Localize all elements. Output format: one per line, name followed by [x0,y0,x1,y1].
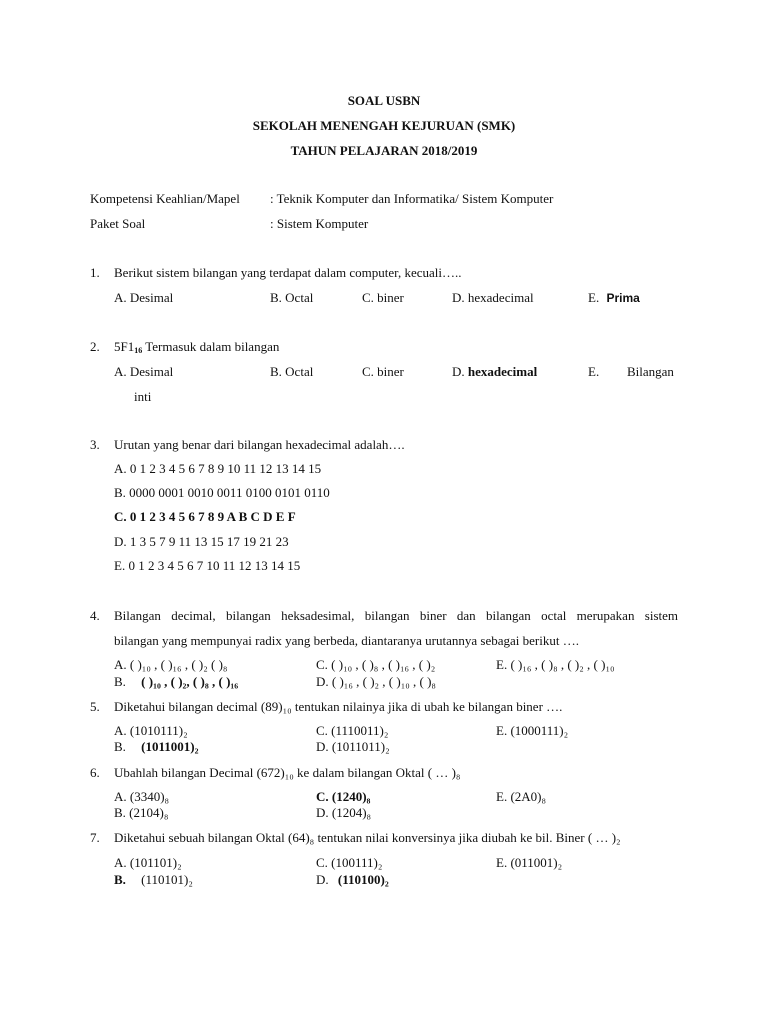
q2-option-e: Bilangan [627,364,674,379]
q1-option-d: D. hexadecimal [452,290,534,305]
q1-option-e [588,290,640,306]
q5-option-d: D. (1011011)₂ [316,739,390,754]
q4-option-a: A. ( )₁₀ , ( )₁₆ , ( )₂ ( )₈ [114,657,228,672]
q2-option-a: A. Desimal [114,364,174,379]
kompetensi-value: : Teknik Komputer dan Informatika/ Sistem Komputer [270,191,554,206]
q6-option-a: A. (3340)₈ [114,789,170,804]
q1-answer: Prima [606,291,640,305]
q7-answer: (110100)₂ [337,872,389,887]
q3-option-b: B. 0000 0001 0010 0011 0100 0101 0110 [114,485,330,500]
q3-option-e: E. 0 1 2 3 4 5 6 7 10 11 12 13 14 15 [114,558,301,573]
q1-option-a: A. Desimal [114,290,174,305]
q7-option-b: B. (110101)₂ [114,872,193,887]
q4-text-line2: bilangan yang mempunyai radix yang berbeda, diantaranya urutannya sebagai berikut …. [114,633,579,648]
q4-number: 4. [90,608,100,623]
q2-option-b: B. Octal [270,364,314,379]
q7-text: Diketahui sebuah bilangan Oktal (64)₈ tentukan nilai konversinya jika diubah ke bil. Biner ( … )₂ [114,830,621,845]
q4-text-line1: Bilangan decimal, bilangan heksadesimal, bilangan biner dan bilangan octal merupakan sistem [114,608,678,623]
q6-option-b: B. (2104)₈ [114,805,169,820]
q2-option-e-cont: inti [134,389,152,404]
kompetensi-label: Kompetensi Keahlian/Mapel [90,191,240,206]
q5-number: 5. [90,699,100,714]
q6-option-c-answer: C. (1240)₈ [316,789,371,804]
q4-option-c: C. ( )₁₀ , ( )₈ , ( )₁₆ , ( )₂ [316,657,436,672]
q1-number: 1. [90,265,100,280]
q1-text: Berikut sistem bilangan yang terdapat dalam computer, kecuali….. [114,265,462,280]
q6-text: Ubahlah bilangan Decimal (672)₁₀ ke dalam bilangan Oktal ( … )₈ [114,765,461,780]
q2-option-c: C. biner [362,364,404,379]
q1-option-e-letter: E. [588,290,600,305]
q7-option-c: C. (100111)₂ [316,855,383,870]
q4-answer: ( )₁₀ , ( )₂, ( )₈ , ( )₁₆ [141,674,239,689]
q5-answer: (1011001)₂ [141,739,199,754]
q5-option-e: E. (1000111)₂ [496,723,569,738]
q5-option-b: B. (1011001)₂ [114,739,199,754]
q3-option-d: D. 1 3 5 7 9 11 13 15 17 19 21 23 [114,534,289,549]
q7-option-d: D. (110100)₂ [316,872,389,887]
q4-option-b: B. ( )₁₀ , ( )₂, ( )₈ , ( )₁₆ [114,674,239,689]
header-year: TAHUN PELAJARAN 2018/2019 [290,143,478,158]
q1-option-b: B. Octal [270,290,314,305]
q7-number: 7. [90,830,100,845]
header-title: SOAL USBN [347,93,421,108]
q7-option-e: E. (011001)₂ [496,855,563,870]
q3-option-a: A. 0 1 2 3 4 5 6 7 8 9 10 11 12 13 14 15 [114,461,322,476]
q2-text: $5F1_{16}$ Termasuk dalam bilangan [114,339,280,355]
q5-option-a: A. (1010111)₂ [114,723,188,738]
q6-number: 6. [90,765,100,780]
q3-number: 3. [90,437,100,452]
q2-number: 2. [90,339,100,354]
paket-value: : Sistem Komputer [270,216,369,231]
q3-option-c-answer: C. 0 1 2 3 4 5 6 7 8 9 A B C D E F [114,509,296,524]
q1-option-c: C. biner [362,290,404,305]
q2-option-e-letter: E. [588,364,600,379]
q4-option-e: E. ( )₁₆ , ( )₈ , ( )₂ , ( )₁₀ [496,657,615,672]
q2-option-d: D. hexadecimal [452,364,538,379]
q3-text: Urutan yang benar dari bilangan hexadecimal adalah…. [114,437,405,452]
header-school: SEKOLAH MENENGAH KEJURUAN (SMK) [252,118,516,133]
q7-option-a: A. (101101)₂ [114,855,182,870]
q6-option-e: E. (2A0)₈ [496,789,547,804]
q5-option-c: C. (1110011)₂ [316,723,389,738]
q6-option-d: D. (1204)₈ [316,805,372,820]
q2-answer: hexadecimal [467,364,538,379]
q4-option-d: D. ( )₁₆ , ( )₂ , ( )₁₀ , ( )₈ [316,674,436,689]
paket-label: Paket Soal [90,216,146,231]
q5-text: Diketahui bilangan decimal (89)₁₀ tentukan nilainya jika di ubah ke bilangan biner …. [114,699,563,714]
